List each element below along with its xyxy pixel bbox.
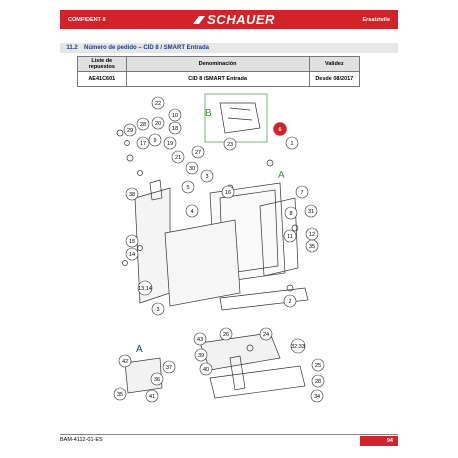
callout-label: 17 bbox=[139, 141, 147, 147]
callout-label: 40 bbox=[202, 367, 210, 373]
view-label-a-blue: A bbox=[136, 344, 143, 355]
callout-label: 34 bbox=[313, 394, 321, 400]
section-number: 11.2 bbox=[66, 45, 78, 51]
callout-label: 24 bbox=[262, 332, 270, 338]
exploded-parts-diagram bbox=[80, 88, 380, 428]
header-category: Ersatzteile bbox=[362, 16, 390, 23]
callout-label: 25 bbox=[314, 363, 322, 369]
callout-label: 28 bbox=[139, 122, 147, 128]
callout-label: 9 bbox=[153, 138, 157, 144]
highlight-callout-label: 6 bbox=[278, 127, 282, 133]
view-label-a-green: A bbox=[278, 170, 285, 181]
callout-label: 29 bbox=[126, 128, 134, 134]
document-id: BAM-4112-01-ES bbox=[60, 437, 103, 443]
callout-label: 26 bbox=[222, 332, 230, 338]
callout-label: 39 bbox=[197, 353, 205, 359]
callout-label: 12 bbox=[308, 232, 316, 238]
callout-label: 27 bbox=[194, 150, 202, 156]
table-header: Validez bbox=[309, 57, 359, 72]
callout-label: 8 bbox=[289, 211, 293, 217]
table-cell: Desde 08/2017 bbox=[309, 72, 359, 87]
callout-label: 37 bbox=[165, 365, 173, 371]
footer-divider bbox=[60, 434, 398, 435]
brand-logo-text: SCHAUER bbox=[207, 12, 275, 27]
callout-label: 31 bbox=[307, 209, 315, 215]
callout-label: 7 bbox=[300, 190, 304, 196]
table-row bbox=[78, 72, 360, 87]
callout-label: 10 bbox=[171, 113, 179, 119]
product-name: COMPIDENT 8 bbox=[68, 16, 106, 23]
callout-label: 20 bbox=[154, 121, 162, 127]
callout-label: 1 bbox=[290, 141, 294, 147]
table-header: Denominación bbox=[126, 57, 309, 72]
callout-label: 15 bbox=[128, 239, 136, 245]
callout-label: 22 bbox=[154, 101, 162, 107]
callout-label: 41 bbox=[148, 394, 156, 400]
logo-swoosh-icon bbox=[193, 15, 205, 25]
page-header bbox=[60, 10, 398, 29]
callout-label: 18 bbox=[171, 126, 179, 132]
callout-label: 43 bbox=[196, 337, 204, 343]
table-cell: CID 8 /SMART Entrada bbox=[126, 72, 309, 87]
brand-logo bbox=[193, 12, 275, 27]
callout-label: 21 bbox=[174, 155, 182, 161]
parts-list-table bbox=[77, 56, 360, 87]
callout-label: 5 bbox=[186, 185, 190, 191]
callout-label: 3 bbox=[205, 174, 209, 180]
callout-label: 16 bbox=[224, 190, 232, 196]
callout-label: 35 bbox=[116, 392, 124, 398]
callout-label: 30 bbox=[188, 166, 196, 172]
callout-label: 23 bbox=[226, 142, 234, 148]
view-label-b: B bbox=[205, 108, 212, 119]
callout-label: 32,33 bbox=[291, 344, 305, 350]
callout-label: 42 bbox=[121, 359, 129, 365]
section-heading bbox=[60, 43, 398, 53]
callout-label: 28 bbox=[314, 379, 322, 385]
page-number: 94 bbox=[360, 436, 398, 446]
table-header-row bbox=[78, 57, 360, 72]
callout-label: 38 bbox=[128, 192, 136, 198]
section-title: Número de pedido – CID 8 / SMART Entrada bbox=[84, 45, 210, 51]
callout-label: 35 bbox=[308, 244, 316, 250]
callout-label: 36 bbox=[153, 377, 161, 383]
callout-label: 19 bbox=[166, 141, 174, 147]
callout-label: 3 bbox=[156, 307, 160, 313]
callout-label: 14 bbox=[128, 252, 136, 258]
table-cell: AE41C601 bbox=[78, 72, 127, 87]
callout-label: 11 bbox=[287, 234, 293, 240]
table-header: Liste de repuestos bbox=[78, 57, 127, 72]
callout-label: 13,14 bbox=[138, 286, 152, 292]
callout-label: 4 bbox=[190, 209, 194, 215]
callout-label: 2 bbox=[288, 299, 292, 305]
